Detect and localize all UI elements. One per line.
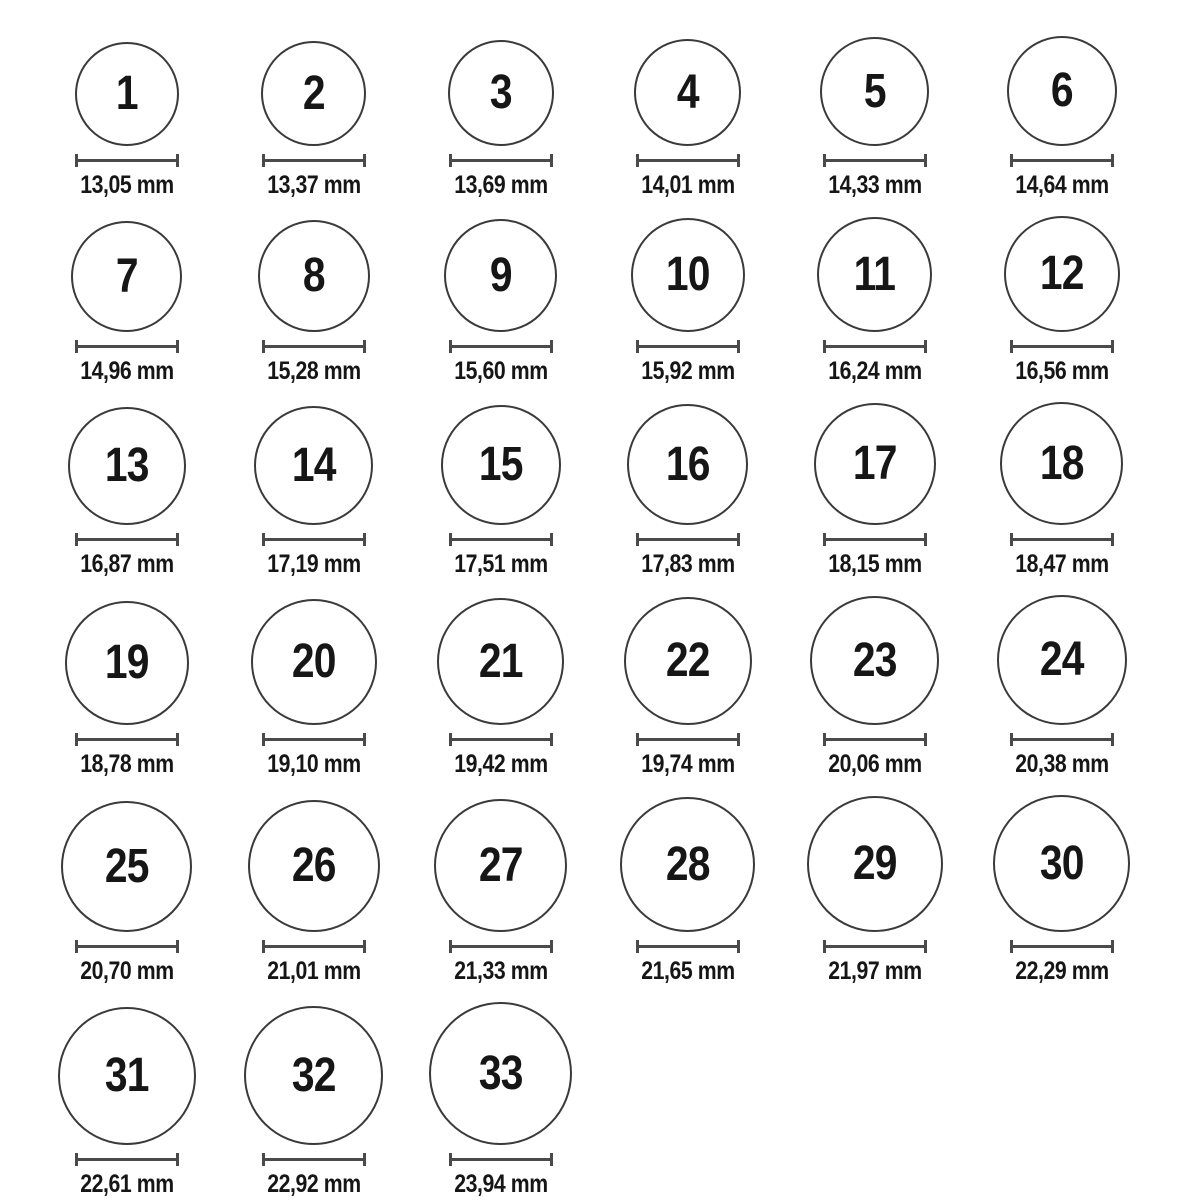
ring-size-number: 26 [291, 839, 336, 892]
diameter-label: 18,47 mm [1014, 550, 1109, 578]
ring-size-number: 11 [853, 247, 896, 301]
ring-circle [71, 221, 182, 332]
ring-circle [1004, 216, 1120, 332]
ring-size-item [993, 795, 1130, 985]
ring-circle [61, 801, 192, 932]
diameter-measure-line [636, 340, 740, 353]
ring-circle [820, 37, 929, 146]
ring-size-item [259, 41, 369, 199]
diameter-label: 13,69 mm [453, 171, 548, 199]
measure-bar [452, 159, 550, 162]
measure-bar [265, 945, 363, 948]
ring-size-item [248, 800, 380, 985]
ring-circle [620, 797, 755, 932]
ring-size-number: 21 [478, 634, 523, 688]
diameter-measure-line [823, 154, 927, 167]
diameter-measure-line [1010, 733, 1114, 746]
measure-bar [265, 538, 363, 541]
diameter-measure-line [449, 533, 553, 546]
ring-size-item [1000, 402, 1123, 578]
ring-circle [817, 217, 932, 332]
measure-bar [1013, 538, 1111, 541]
ring-size-item [444, 219, 557, 385]
ring-size-number: 13 [104, 439, 149, 492]
ring-circle [58, 1007, 196, 1145]
measure-bar [78, 159, 176, 162]
measure-bar [639, 159, 737, 162]
measure-bar [826, 738, 924, 741]
measure-bar [78, 738, 176, 741]
ring-circle [251, 599, 377, 725]
ring-size-item [65, 601, 189, 778]
diameter-label: 21,01 mm [266, 957, 361, 985]
ring-size-item [61, 801, 192, 985]
ring-size-number: 22 [665, 634, 710, 687]
ring-circle [997, 595, 1127, 725]
diameter-label: 17,19 mm [266, 550, 361, 578]
ring-size-number: 3 [489, 66, 512, 119]
ring-size-item [817, 217, 932, 385]
measure-bar [1013, 345, 1111, 348]
diameter-label: 14,01 mm [640, 171, 735, 199]
ring-circle [807, 796, 943, 932]
diameter-measure-line [262, 154, 366, 167]
ring-size-number: 6 [1050, 64, 1073, 117]
ring-size-number: 2 [302, 66, 325, 120]
ring-circle [444, 219, 557, 332]
ring-circle [814, 403, 936, 525]
diameter-label: 17,51 mm [453, 550, 548, 578]
ring-circle [261, 41, 366, 146]
ring-size-item [71, 221, 182, 385]
measure-bar [265, 345, 363, 348]
diameter-measure-line [262, 940, 366, 953]
diameter-label: 15,28 mm [266, 357, 361, 385]
measure-bar [1013, 738, 1111, 741]
ring-size-number: 17 [852, 437, 897, 490]
ring-circle [448, 40, 554, 146]
diameter-measure-line [75, 154, 179, 167]
ring-size-item [258, 220, 370, 385]
ring-size-number: 20 [291, 635, 336, 688]
diameter-label: 22,92 mm [266, 1170, 361, 1198]
ring-circle [248, 800, 380, 932]
measure-bar [639, 738, 737, 741]
ring-size-number: 15 [478, 438, 523, 491]
ring-size-item [254, 406, 373, 578]
measure-bar [452, 345, 550, 348]
measure-bar [826, 538, 924, 541]
ring-size-item [251, 599, 377, 778]
diameter-label: 16,24 mm [827, 357, 922, 385]
diameter-label: 14,33 mm [827, 171, 922, 199]
diameter-label: 13,37 mm [266, 171, 361, 199]
ring-size-number: 25 [104, 839, 149, 893]
ring-size-item [620, 797, 755, 985]
ring-size-item [631, 218, 745, 385]
diameter-label: 19,74 mm [640, 750, 735, 778]
ring-circle [810, 596, 939, 725]
measure-bar [265, 738, 363, 741]
diameter-measure-line [449, 940, 553, 953]
ring-size-item [434, 799, 567, 985]
measure-bar [639, 345, 737, 348]
ring-size-number: 27 [478, 838, 523, 892]
ring-size-item [633, 39, 743, 199]
ring-size-item [814, 403, 936, 578]
diameter-measure-line [262, 1153, 366, 1166]
ring-circle [258, 220, 370, 332]
diameter-label: 22,61 mm [79, 1170, 174, 1198]
ring-circle [254, 406, 373, 525]
diameter-measure-line [1010, 340, 1114, 353]
ring-circle [1000, 402, 1123, 525]
ring-size-number: 24 [1039, 633, 1084, 686]
ring-size-number: 31 [104, 1049, 149, 1102]
ring-circle [429, 1002, 572, 1145]
diameter-measure-line [262, 340, 366, 353]
ring-size-number: 19 [104, 636, 149, 689]
ring-circle [437, 598, 564, 725]
ring-size-number: 16 [665, 437, 710, 491]
diameter-measure-line [75, 340, 179, 353]
ring-circle [627, 404, 748, 525]
diameter-label: 23,94 mm [453, 1170, 548, 1198]
ring-size-item [627, 404, 748, 578]
diameter-label: 13,05 mm [79, 171, 174, 199]
measure-bar [78, 538, 176, 541]
measure-bar [1013, 945, 1111, 948]
diameter-measure-line [449, 340, 553, 353]
ring-circle [441, 405, 561, 525]
ring-size-item [807, 796, 943, 985]
diameter-label: 16,56 mm [1014, 357, 1109, 385]
diameter-measure-line [636, 940, 740, 953]
measure-bar [452, 945, 550, 948]
measure-bar [826, 945, 924, 948]
diameter-measure-line [1010, 154, 1114, 167]
diameter-measure-line [823, 533, 927, 546]
measure-bar [639, 538, 737, 541]
diameter-measure-line [1010, 533, 1114, 546]
diameter-label: 22,29 mm [1014, 957, 1109, 985]
ring-size-item [244, 1006, 383, 1198]
ring-circle [1007, 36, 1117, 146]
ring-size-item [68, 407, 186, 578]
diameter-label: 14,96 mm [79, 357, 174, 385]
ring-size-item [997, 595, 1127, 778]
ring-size-number: 32 [291, 1048, 336, 1102]
ring-size-number: 29 [852, 837, 897, 890]
measure-bar [452, 538, 550, 541]
ring-size-number: 1 [115, 67, 138, 120]
ring-circle [244, 1006, 383, 1145]
ring-size-number: 33 [478, 1046, 523, 1100]
diameter-label: 20,06 mm [827, 750, 922, 778]
measure-bar [265, 159, 363, 162]
diameter-label: 19,10 mm [266, 750, 361, 778]
diameter-measure-line [636, 154, 740, 167]
measure-bar [826, 159, 924, 162]
measure-bar [265, 1158, 363, 1161]
ring-size-item [820, 37, 930, 199]
diameter-label: 14,64 mm [1014, 171, 1109, 199]
diameter-measure-line [262, 733, 366, 746]
ring-circle [434, 799, 567, 932]
diameter-label: 20,38 mm [1014, 750, 1109, 778]
diameter-measure-line [823, 340, 927, 353]
measure-bar [639, 945, 737, 948]
diameter-label: 17,83 mm [640, 550, 735, 578]
ring-size-item [624, 597, 752, 778]
ring-size-number: 4 [676, 65, 699, 119]
diameter-measure-line [75, 940, 179, 953]
ring-size-item [810, 596, 939, 778]
diameter-label: 18,78 mm [79, 750, 174, 778]
ring-circle [68, 407, 186, 525]
diameter-label: 21,97 mm [827, 957, 922, 985]
diameter-label: 21,33 mm [453, 957, 548, 985]
diameter-label: 15,60 mm [453, 357, 548, 385]
ring-size-number: 9 [489, 248, 512, 302]
ring-size-number: 23 [852, 633, 897, 687]
diameter-measure-line [823, 940, 927, 953]
diameter-label: 20,70 mm [79, 957, 174, 985]
ring-circle [631, 218, 745, 332]
measure-bar [78, 1158, 176, 1161]
diameter-measure-line [449, 733, 553, 746]
ring-size-number: 10 [665, 248, 710, 301]
ring-size-item [72, 42, 182, 199]
ring-size-item [429, 1002, 572, 1198]
ring-circle [65, 601, 189, 725]
ring-size-item [1007, 36, 1117, 199]
ring-size-number: 30 [1039, 836, 1084, 890]
diameter-label: 15,92 mm [640, 357, 735, 385]
measure-bar [78, 345, 176, 348]
ring-circle [634, 39, 741, 146]
diameter-measure-line [262, 533, 366, 546]
measure-bar [452, 738, 550, 741]
measure-bar [826, 345, 924, 348]
diameter-measure-line [75, 1153, 179, 1166]
diameter-label: 18,15 mm [827, 550, 922, 578]
ring-size-number: 5 [863, 64, 886, 118]
ring-circle [75, 42, 179, 146]
ring-size-number: 12 [1039, 247, 1084, 300]
diameter-measure-line [823, 733, 927, 746]
ring-size-item [446, 40, 556, 199]
diameter-measure-line [75, 533, 179, 546]
ring-circle [993, 795, 1130, 932]
ring-size-number: 28 [665, 837, 710, 891]
measure-bar [452, 1158, 550, 1161]
diameter-label: 21,65 mm [640, 957, 735, 985]
measure-bar [1013, 159, 1111, 162]
diameter-label: 16,87 mm [79, 550, 174, 578]
ring-size-item [1004, 216, 1120, 385]
ring-size-number: 14 [291, 438, 336, 492]
ring-size-item [437, 598, 564, 778]
diameter-measure-line [75, 733, 179, 746]
diameter-measure-line [1010, 940, 1114, 953]
ring-size-number: 8 [302, 249, 325, 302]
ring-size-grid [33, 36, 1200, 1198]
ring-size-number: 7 [115, 249, 138, 303]
diameter-measure-line [636, 533, 740, 546]
ring-circle [624, 597, 752, 725]
diameter-measure-line [449, 1153, 553, 1166]
measure-bar [78, 945, 176, 948]
diameter-label: 19,42 mm [453, 750, 548, 778]
ring-size-number: 18 [1039, 436, 1084, 490]
ring-size-item [58, 1007, 196, 1198]
ring-size-item [441, 405, 561, 578]
diameter-measure-line [449, 154, 553, 167]
diameter-measure-line [636, 733, 740, 746]
